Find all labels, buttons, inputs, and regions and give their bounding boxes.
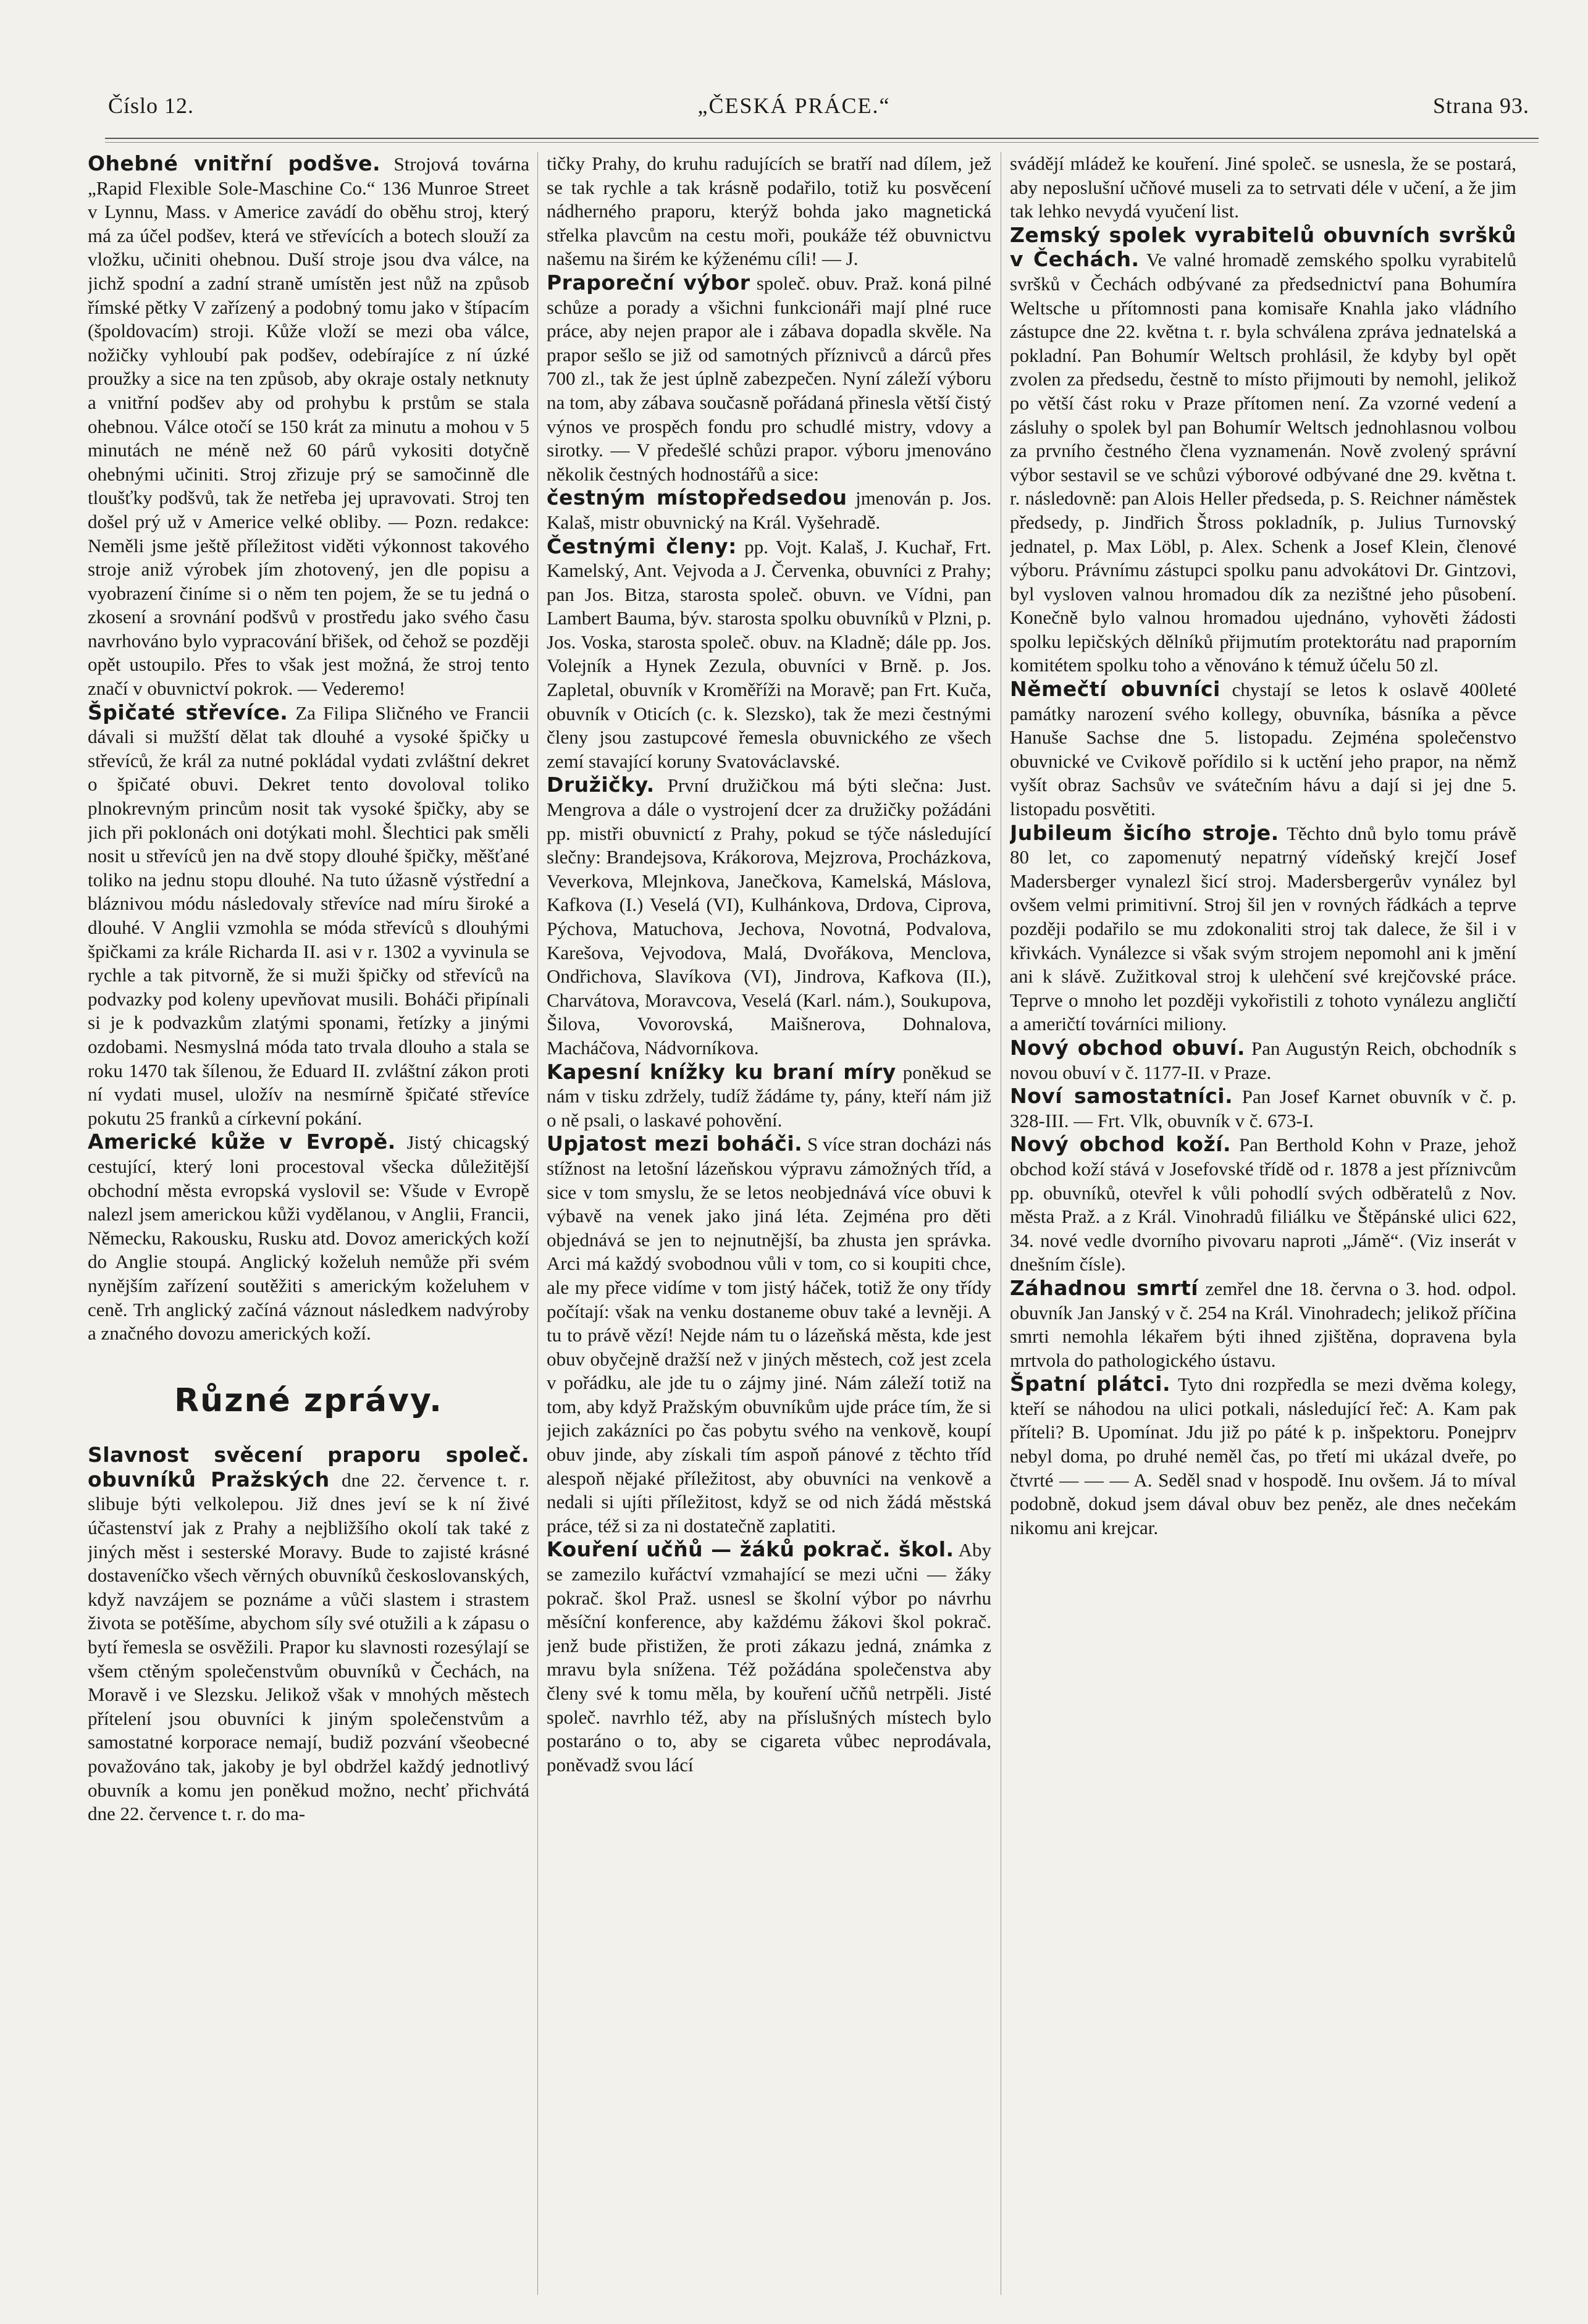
article-text: zemřel dne 18. června o 3. hod. odpol. obuvník Jan Janský v č. 254 na Král. Vinohradech; jelikož příčina smrti nemohla lékařem býti ihned zjištěna, dopravena byla mrtvola do pathologického ústavu. [1010,1277,1516,1371]
article-heading: Čestnými členy: [547,534,737,558]
header-rule [105,138,1539,139]
article-heading: Nový obchod koží. [1010,1132,1232,1157]
article [1010,677,1516,821]
article [1010,1372,1516,1540]
article-heading: Praporeční výbor [547,270,750,295]
article [1010,821,1516,1036]
article-text: chystají se letos k oslavě 400leté památky narození svého kollegy, obuvníka, básníka a pěvce Hanuše Sachse dne 5. listopadu. Zejména společenstvo obuvnické ve Cvikově pořídilo si k uctění jeho prapor, na němž vyšít obraz Sachsův ve svátečním hávu a dají si jej dne 5. listopadu posvětiti. [1010,679,1516,820]
article-heading: Kouření učňů — žáků pokrač. škol. [547,1537,954,1562]
article-text: pp. Vojt. Kalaš, J. Kuchař, Frt. Kamelský, Ant. Vejvoda a J. Červenka, obuvníci z Prahy; pan Jos. Bitza, starosta společ. obuvn. ve Vídni, pan Lambert Bauma, býv. starosta spolku obuvníků v Plzni, p. Jos. Voska, starosta společ. obuv. na Kladně; dále pp. Jos. Volejník a Hynek Zezula, obuvníci v Brně. p. Jos. Zapletal, obuvník v Kroměříži na Moravě; pan Frt. Kuča, obuvník v Oticích (c. k. Slezsko), tak že mezi čestnými členy jsou zastupcové řemesla obuvnického ze všech zemí stavající koruny Svatováclavské. [547,535,991,772]
article-heading: Záhadnou smrtí [1010,1275,1199,1300]
article-heading: čestným místopředsedou [547,485,847,510]
issue-number: Číslo 12. [108,93,195,118]
article-text: Jistý chicagský cestující, který loni procestoval všecka důležitější obchodní města evropská vyslovil se: Všude v Evropě nalezl jsem americkou kůži vydělanou, v Anglii, Francii, Německu, Rakousku, Rusku atd. Dovoz amerických koží do Anglie stoupá. Anglický koželuh nemůže při svém nynějším zařízení soutěžiti s americkým koželuhem v ceně. Trh anglický začíná váznout následkem nadvýroby a značného dovozu amerických koží. [88,1131,529,1344]
article [547,1060,991,1133]
column-1 [88,152,529,2295]
article [547,773,991,1060]
article [88,1130,529,1345]
article-heading: Jubileum šicího stroje. [1010,820,1279,845]
column-divider [537,152,538,2295]
article-heading: Družičky. [547,773,655,797]
article-heading: Nový obchod obuví. [1010,1035,1245,1060]
article [1010,1133,1516,1277]
article-text: Pan Augustýn Reich, obchodník s novou obuví v č. 1177-II. v Praze. [1010,1037,1516,1083]
article [1010,152,1516,224]
article-text: svádějí mládež ke kouření. Jiné společ. se usnesla, že se postará, aby neposlušní učňové museli za to setrvati déle v učení, a že jim tak lehko nevydá vyučení list. [1010,153,1516,222]
article-text: dne 22. července t. r. slibuje býti velkolepou. Již dnes jeví se k ní živé účastenství jak z Prahy a nejbližšího okolí tak také z jiných měst i sesterské Moravy. Bude to zajisté krásné dostaveníčko všech věrných obuvníků českoslovanských, když navzájem se poznáme a vůči slastem i strastem života se potěšíme, abychom síly své otužili a k zápasu o bytí řemesla se osvěžili. Prapor ku slavnosti rozesýlají se všem ctěným společenstvům obuvníků v Čechách, na Moravě i ve Slezsku. Jelikož však v mnohých městech přítelení jsou obuvníci k jiným společenstvům a samostatné korporace nemají, budiž pozvání všeobecné považováno tak, jakoby je byl obdržel každý jednotlivý obuvník a komu jen poněkud možno, nechť přichvátá dne 22. července t. r. do ma- [88,1469,529,1825]
article [1010,224,1516,677]
article-text: tičky Prahy, do kruhu radujících se bratří nad dílem, jež se tak rychle a tak krásně podařilo, totiž ku posvěcení nádherného praporu, kterýž bohda jako magnetická střelka plavcům na cestu moři, poukáže též obuvnictvu našemu na širém ke kýženému cíli! — J. [547,153,991,270]
article-heading: Špatní plátci. [1010,1372,1171,1396]
article-text: poněkud se nám v tisku zdržely, tudíž žádáme ty, pány, kteří nám již o ně psali, o laskavé pohovění. [547,1061,991,1131]
article-heading: Němečtí obuvníci [1010,677,1220,702]
article-heading: Slavnost svěcení praporu společ. obuvníků Pražských [88,1443,529,1491]
article-text: První družičkou má býti slečna: Just. Mengrova a dále o vystrojení dcer za družičky požádáni pp. mistři obuvnictí z Prahy, pokud se týče následující slečny: Brandejsova, Krákorova, Mejzrova, Procházkova, Veverkova, Mlejnkova, Janečkova, Kamelská, Máslova, Kafkova (I.) Veselá (VI), Kulhánkova, Drdova, Ciprova, Pýchova, Matuchova, Jechova, Novotná, Podvalova, Karešova, Vejvodova, Malá, Dvořákova, Menclova, Ondřichova, Slavíkova (VI), Jindrova, Kafkova (II.), Charvátova, Moravcova, Veselá (Karl. nám.), Soukupova, Šilova, Vovorovská, Maišnerova, Dohnalova, Macháčova, Nádvorníkova. [547,774,991,1059]
column-2 [547,152,991,2295]
article-text: Těchto dnů bylo tomu právě 80 let, co zapomenutý nepatrný vídeňský krejčí Josef Madersberger vynalezl šicí stroj. Madersbergerův vynález byl ovšem velmi primitivní. Stroj šil jen v rovných řádkách a teprve později podařilo se mu zdokonaliti stroj tak dalece, že šil i v křivkách. Vynálezce si však svým strojem nepomohl ani k jmění ani k slávě. Zužitkoval stroj k ulehčení své krejčovské práce. Teprve o mnoho let později vykořistili z tohoto vynálezu angličtí a američtí továrníci miliony. [1010,822,1516,1035]
article-heading: Upjatost mezi boháči. [547,1131,803,1156]
article-text: Strojová továrna „Rapid Flexible Sole-Maschine Co.“ 136 Munroe Street v Lynnu, Mass. v Americe zavádí do oběhu stroj, který má za účel podšev, která ve střevících a botech slouží za vložku, učiniti ohebnou. Duší stroje jsou dva válce, na jichž spodní a zadní straně umístěn jest nůž na způsob římské pětky V zařízený a podobný tomu jako v štípacím (špoldovacím) stroji. Kůže vloží se mezi oba válce, nožičky vyhloubí pak podšev, odebírajíce z ní úzké proužky a sice na ten způsob, aby okraje ostaly netknuty a vnitřní podšev aby od prohybu k prstům se stala ohebnou. Válce otočí se 150 krát za minutu a mohou v 5 minutách ne méně než 60 párů vykositi dotyčně ohebnými učiniti. Stroj zřizuje prý se samočinně dle tloušťky podšvů, tak že netřeba jej upravovati. Stroj ten došel prý už v Americe velké obliby. — Pozn. redakce: Neměli jsme ještě příležitost viděti výkonnost takového stroje aniž výrobek jím zhotovený, jen dle popisu a vyobrazení činíme si o něm ten pojem, že se tu jedná o zkosení a srovnání podšvů v prostředu jako svého času navrhováno bylo vypracování břišek, od čehož se později opět ustoupilo. Přes to však jest možná, že stroj tento značí v obuvnictví pokrok. — Vederemo! [88,153,529,700]
article-heading: Americké kůže v Evropě. [88,1130,396,1154]
article-heading: Noví samostatníci. [1010,1084,1233,1109]
section-heading: Různé zprávy. [174,1382,443,1419]
article [547,152,991,271]
article [547,1538,991,1777]
newspaper-title: „ČESKÁ PRÁCE.“ [697,93,891,118]
article [1010,1084,1516,1133]
page-number: Strana 93. [1433,93,1529,118]
article [1010,1277,1516,1372]
article-text: Pan Berthold Kohn v Praze, jehož obchod koží stává v Josefovské třídě od r. 1878 a jest příznivcům pp. obuvníků, otevřel k vůli pohodlí svých odběratelů z Nov. města Praž. a z Král. Vinohradů filiálku ve Štěpánské ulici 622, 34. nové vedle dvorního pivovaru naproti „Jámě“. (Viz inserát v dnešním čísle). [1010,1134,1516,1275]
article-text: S více stran docházi nás stížnost na letošní lázeňskou výpravu zámožných tříd, a sice v tom smyslu, že se letos neobjednává více obuvi k výbavě na venek jako jiná léta. Zejména pro děti objednává se jen to nejnutnější, ba zhusta jen správka. Arci má každý svobodnou vůli v tom, co si koupiti chce, ale my přece vidíme v tom jistý háček, totiž že ony třídy počítají: však na venku dostaneme obuv také a levněji. A tu to právě vězí! Nejde nám tu o lázeňská města, kde jest obuv obyčejně dražší než v jiných městech, což jest zcela v pořádku, ale jde tu o zájmy jiné. Nám záleží totiž na tom, aby když Pražským obuvníkům ujde práce tím, že si jejich zakázníci po čas pobytu svého na venkově, koupí obuv jinde, aby získali tím aspoň pánové z těchto tříd alespoň nějaké příležitost, aby obuvníci na venkově a nedali si ujíti příležitost, když se od nich žádá městská práce, též si za ni dostatečně zaplatiti. [547,1133,991,1537]
article-heading: Kapesní knížky ku braní míry [547,1059,896,1084]
article [88,152,529,701]
article-text: Za Filipa Sličného ve Francii dávali si mužští dělat tak dlouhé a vysoké špičky u střevíců, že král za nutné pokládal vydati zvláštní dekret o špičaté obuvi. Dekret tento dovoloval toliko plnokrevným princům nosit tak vysoké špičky, aby se jich při poklonách oni dotýkati mohl. Šlechtici pak směli nosit u střevíců jen na dvě stopy dlouhé špičky, měšťané toliko na jednu stopu dlouhé. Na tuto úžasně výstřední a bláznivou módu následovaly střevíce nad míru široké a dlouhé. V Anglii vzmohla se móda střevíců s dlouhými špičkami za krále Richarda II. asi v r. 1302 a vyvinula se rychle a tak pitvorně, že si muži špičky od střevíců na podvazky pod koleny upevňovat musili. Boháči připínali si je k podvazkům zlatými sponami, řetízky a jinými ozdobami. Nesmyslná móda tato trvala dlouho a stala se roku 1470 tak šílenou, že Eduard II. zvláštní zákon proti ní vydati musel, uložív na nesmírně špičaté střevíce pokutu 25 franků a církevní pokání. [88,702,529,1129]
article-text: Aby se zamezilo kuřáctví vzmahající se mezi učni — žáky pokrač. škol Praž. usnesl se školní výbor po návrhu měsíční konference, aby každému žákovi škol pokrač. jenž bude přistižen, že proti zákazu jedná, známka z mravu byla snížena. Též požádána společenstva aby členy své k tomu měla, by kouření učňů netrpěli. Jisté společ. navrhlo též, aby na příslušných místech bylo postaráno o to, aby se cigareta vůbec neprodávala, poněvadž svou lácí [547,1539,991,1776]
article-text: jmenován p. Jos. Kalaš, mistr obuvnický na Král. Vyšehradě. [547,487,991,533]
article [547,1132,991,1538]
article-text: Ve valné hromadě zemského spolku vyrabitelů svršků v Čechách odbývané za předsednictví pana Bohumíra Weltsche u přítomnosti pana komisaře Knahla jako vládního zástupce dne 22. května t. r. byla schválena zpráva jednatelská a pokladní. Pan Bohumír Weltsch prohlásil, že kdyby byl opět zvolen za předsedu, čestně to místo přijmouti by nemohl, jelikož po větší část roku v Praze přítomen není. Za vzorné vedení a zásluhy o spolek byl pan Bohumír Weltsch jednohlasnou volbou za prvního čestného člena vyznamenán. Nově zvolený správní výbor sestavil se ve schůzi výborové odbývané dne 29. května t. r. následovně: pan Alois Heller předseda, p. S. Reichner náměstek předsedy, p. Jindřich Štross pokladník, p. Julius Turnovský jednatel, p. Max Löbl, p. Alex. Schenk a Josef Klein, členové výboru. Právnímu zástupci spolku panu advokátovi Dr. Gintzovi, byl vysloven valnou hromadou dík za nezištné jeho působení. Konečně bylo valnou hromadou ujednáno, vyhověti žádosti spolku lepičských dělníků přijmutím protektorátu nad praporním komitétem spolku toho a věnováno k témuž účelu 50 zl. [1010,249,1516,676]
article [547,486,991,534]
article-heading: Špičaté střevíce. [88,700,288,724]
article [547,535,991,774]
column-3 [1010,152,1516,2295]
article [88,1443,529,1826]
article [547,271,991,486]
header-rule-thin [105,142,1539,143]
article-text: společ. obuv. Praž. koná pilné schůze a porady a všichni funkcionáři mají plné ruce práce, aby nejen prapor ale i zábava dopadla skvěle. Na prapor sešlo se již od samotných příznivců a dárců přes 700 zl., tak že jest úplně zabezpečen. Nyní záleží výboru na tom, aby zábava současně pořádaná přinesla větší čistý výnos ve prospěch fondu pro schudlé mistry, vdovy a sirotky. — V předešlé schůzi prapor. výboru jmenováno několik čestných hodnostářů a sice: [547,272,991,485]
article-text: Tyto dni rozpředla se mezi dvěma kolegy, kteří se náhodou na ulici potkali, následující řeč: A. Kam pak příteli? B. Upomínat. Jdu již po páté k p. inšpektoru. Ponejprv nebyl doma, po druhé neměl čas, po třetí mi ukázal dveře, po čtvrté — — — A. Seděl snad v hospodě. Inu ovšem. Já to míval podobně, dokud jsem dával obuv bez peněz, ale dnes nečekám nikomu ani krejcar. [1010,1374,1516,1538]
article [1010,1036,1516,1084]
article [88,701,529,1131]
article-heading: Ohebné vnitřní podšve. [88,152,381,175]
article-heading: Zemský spolek vyrabitelů obuvních svršků v Čechách. [1010,222,1516,272]
article-text: Pan Josef Karnet obuvník v č. p. 328-III. — Frt. Vlk, obuvník v č. 673-I. [1010,1086,1516,1131]
